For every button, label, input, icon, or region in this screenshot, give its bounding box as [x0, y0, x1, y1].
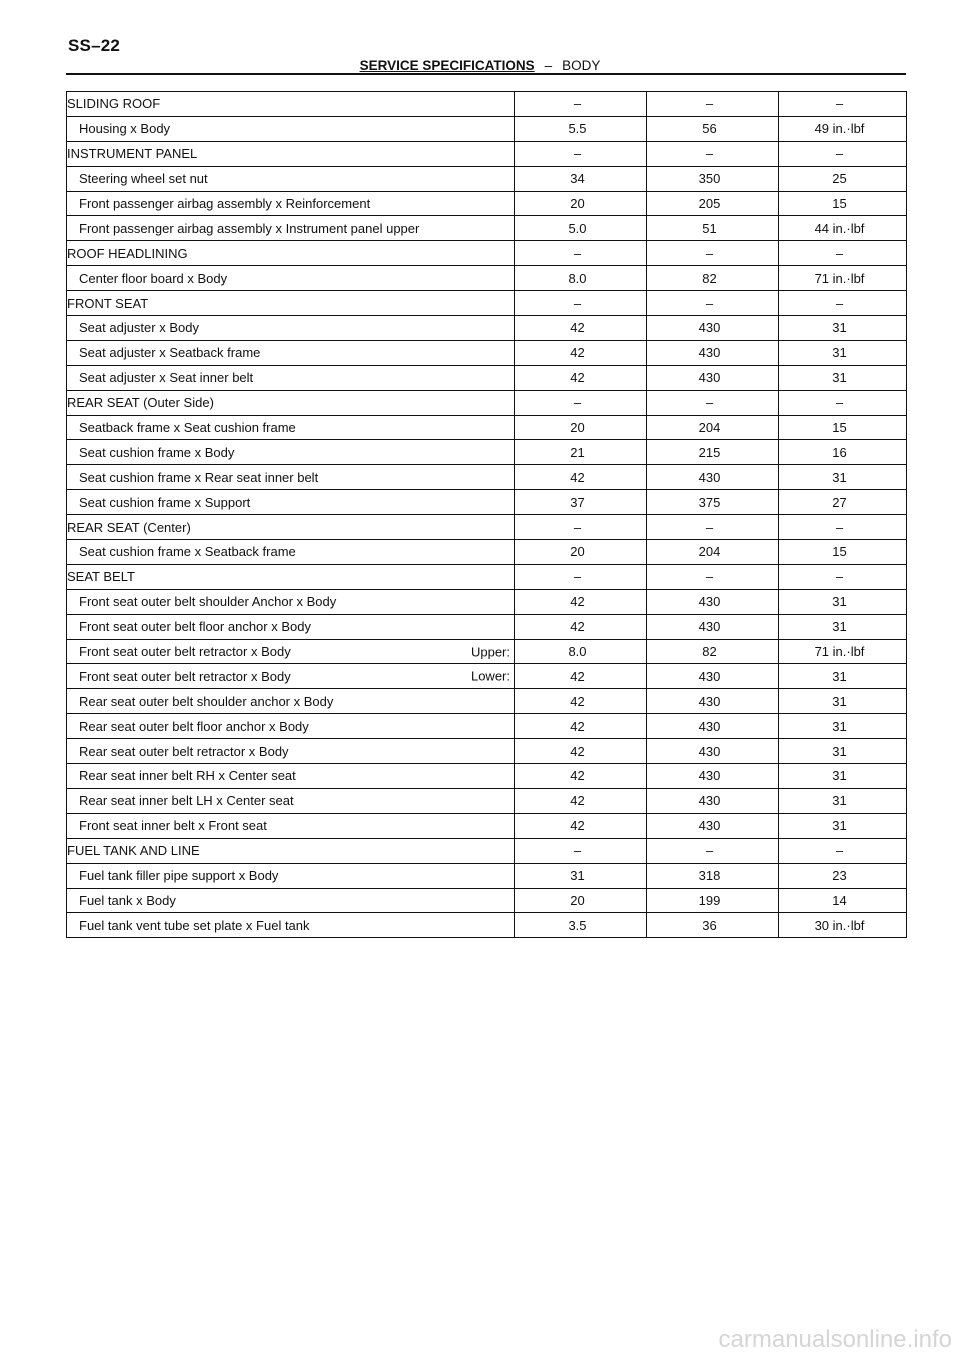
part-name: Seat adjuster x Seat inner belt [79, 370, 254, 386]
table-row [67, 540, 907, 565]
torque-kgf-cm-cell: – [515, 141, 647, 166]
table-row [67, 440, 907, 465]
torque-kgf-cm-cell: – [515, 564, 647, 589]
table-row [67, 764, 907, 789]
part-name-cell [67, 316, 515, 341]
torque-value-cell: 430 [647, 664, 779, 689]
torque-kgf-cm-cell: 8.0 [515, 266, 647, 291]
torque-kgf-cm-cell: 42 [515, 589, 647, 614]
torque-value-cell: 215 [647, 440, 779, 465]
page-header-title [0, 58, 960, 73]
table-row [67, 888, 907, 913]
part-name-cell [67, 440, 515, 465]
section-heading: REAR SEAT (Outer Side) [67, 395, 214, 411]
part-name: Fuel tank vent tube set plate x Fuel tank [79, 917, 310, 933]
part-name-cell [67, 191, 515, 216]
torque-ft-lbf-cell: 31 [779, 664, 907, 689]
part-name-cell [67, 141, 515, 166]
torque-ft-lbf-cell: 71 in.·lbf [779, 639, 907, 664]
torque-ft-lbf-cell: 31 [779, 589, 907, 614]
torque-ft-lbf-cell: 15 [779, 191, 907, 216]
part-name-cell [67, 266, 515, 291]
part-name: Seat cushion frame x Rear seat inner belt [79, 469, 319, 485]
torque-kgf-cm-cell: – [515, 241, 647, 266]
torque-ft-lbf-cell: 16 [779, 440, 907, 465]
table-row [67, 116, 907, 141]
torque-value-cell: 350 [647, 166, 779, 191]
part-name: Seat adjuster x Body [79, 320, 199, 336]
part-name: Seat cushion frame x Seatback frame [79, 544, 296, 560]
table-row [67, 490, 907, 515]
page-number: SS–22 [68, 36, 121, 55]
torque-value-cell: 430 [647, 689, 779, 714]
torque-kgf-cm-cell: 20 [515, 415, 647, 440]
part-name-cell [67, 739, 515, 764]
torque-kgf-cm-cell: 42 [515, 739, 647, 764]
part-name: Rear seat outer belt retractor x Body [79, 743, 289, 759]
torque-ft-lbf-cell: 31 [779, 813, 907, 838]
section-subtitle: BODY [562, 58, 601, 73]
part-name: Front seat outer belt floor anchor x Body [79, 619, 311, 635]
torque-value-cell: 430 [647, 465, 779, 490]
torque-value-cell: 56 [647, 116, 779, 141]
torque-value-cell: – [647, 838, 779, 863]
table-row [67, 216, 907, 241]
torque-ft-lbf-cell: 49 in.·lbf [779, 116, 907, 141]
position-qualifier: Lower: [470, 668, 510, 684]
torque-value-cell: 430 [647, 739, 779, 764]
table-row [67, 415, 907, 440]
watermark: carmanualsonline.info [718, 1326, 952, 1353]
part-name-cell [67, 764, 515, 789]
section-row [67, 390, 907, 415]
part-name-cell [67, 166, 515, 191]
part-name-cell [67, 863, 515, 888]
section-heading: SLIDING ROOF [67, 96, 161, 112]
part-name: Fuel tank x Body [79, 892, 176, 908]
torque-kgf-cm-cell: 42 [515, 689, 647, 714]
torque-value-cell: 318 [647, 863, 779, 888]
part-name: Front passenger airbag assembly x Instrument panel upper [79, 220, 420, 236]
part-name-cell [67, 589, 515, 614]
table-row [67, 614, 907, 639]
table-row [67, 664, 907, 689]
table-row [67, 266, 907, 291]
torque-value-cell: – [647, 515, 779, 540]
part-name-cell [67, 340, 515, 365]
part-name-cell [67, 639, 515, 664]
torque-kgf-cm-cell: – [515, 92, 647, 117]
title-separator: – [544, 58, 553, 73]
torque-value-cell: 430 [647, 788, 779, 813]
torque-value-cell: 430 [647, 589, 779, 614]
torque-kgf-cm-cell: – [515, 390, 647, 415]
table-row [67, 639, 907, 664]
torque-kgf-cm-cell: – [515, 291, 647, 316]
part-name-cell [67, 291, 515, 316]
part-name: Front passenger airbag assembly x Reinforcement [79, 196, 371, 211]
section-row [67, 141, 907, 166]
part-name-cell [67, 888, 515, 913]
torque-kgf-cm-cell: 20 [515, 540, 647, 565]
part-name: Rear seat outer belt shoulder anchor x Body [79, 693, 334, 709]
torque-ft-lbf-cell: 27 [779, 490, 907, 515]
torque-value-cell: 430 [647, 614, 779, 639]
torque-ft-lbf-cell: 31 [779, 689, 907, 714]
torque-ft-lbf-cell: 31 [779, 365, 907, 390]
torque-value-cell: 430 [647, 365, 779, 390]
torque-kgf-cm-cell: 20 [515, 191, 647, 216]
torque-ft-lbf-cell: – [779, 515, 907, 540]
torque-kgf-cm-cell: 42 [515, 614, 647, 639]
position-qualifier: Upper: [470, 644, 510, 660]
section-heading: SEAT BELT [67, 569, 135, 585]
torque-ft-lbf-cell: – [779, 92, 907, 117]
torque-value-cell: – [647, 291, 779, 316]
part-name-cell [67, 913, 515, 938]
torque-value-cell: – [647, 141, 779, 166]
torque-value-cell: 430 [647, 714, 779, 739]
part-name: Center floor board x Body [79, 270, 228, 286]
table-row [67, 465, 907, 490]
part-name-cell [67, 490, 515, 515]
part-name-cell [67, 813, 515, 838]
part-name-cell [67, 241, 515, 266]
table-row [67, 340, 907, 365]
section-heading: FRONT SEAT [67, 295, 149, 311]
torque-ft-lbf-cell: 31 [779, 316, 907, 341]
torque-ft-lbf-cell: 15 [779, 415, 907, 440]
torque-value-cell: 375 [647, 490, 779, 515]
section-row [67, 92, 907, 117]
part-name-cell [67, 838, 515, 863]
torque-ft-lbf-cell: 23 [779, 863, 907, 888]
table-row [67, 166, 907, 191]
torque-ft-lbf-cell: – [779, 141, 907, 166]
section-row [67, 515, 907, 540]
torque-kgf-cm-cell: 42 [515, 788, 647, 813]
torque-value-cell: 430 [647, 340, 779, 365]
part-name-cell [67, 714, 515, 739]
torque-value-cell: 430 [647, 813, 779, 838]
torque-value-cell: – [647, 390, 779, 415]
part-name-cell [67, 365, 515, 390]
part-name: Rear seat inner belt RH x Center seat [79, 768, 296, 784]
section-row [67, 241, 907, 266]
torque-kgf-cm-cell: 20 [515, 888, 647, 913]
torque-kgf-cm-cell: – [515, 838, 647, 863]
part-name-cell [67, 614, 515, 639]
torque-ft-lbf-cell: 71 in.·lbf [779, 266, 907, 291]
table-row [67, 191, 907, 216]
section-heading: REAR SEAT (Center) [67, 519, 191, 535]
header-rule [66, 73, 906, 75]
torque-kgf-cm-cell: 21 [515, 440, 647, 465]
table-row [67, 316, 907, 341]
torque-ft-lbf-cell: 31 [779, 465, 907, 490]
torque-kgf-cm-cell: 42 [515, 764, 647, 789]
torque-kgf-cm-cell: 42 [515, 714, 647, 739]
specifications-table-body [67, 92, 907, 938]
part-name-cell [67, 116, 515, 141]
table-row [67, 863, 907, 888]
torque-kgf-cm-cell: 31 [515, 863, 647, 888]
part-name-cell [67, 664, 515, 689]
table-row [67, 365, 907, 390]
torque-value-cell: – [647, 564, 779, 589]
section-title: SERVICE SPECIFICATIONS [359, 58, 535, 73]
table-row [67, 813, 907, 838]
part-name-cell [67, 465, 515, 490]
torque-ft-lbf-cell: 31 [779, 788, 907, 813]
torque-ft-lbf-cell: 44 in.·lbf [779, 216, 907, 241]
torque-kgf-cm-cell: 42 [515, 340, 647, 365]
part-name-cell [67, 515, 515, 540]
section-heading: ROOF HEADLINING [67, 245, 188, 261]
torque-kgf-cm-cell: – [515, 515, 647, 540]
table-row [67, 788, 907, 813]
torque-value-cell: – [647, 92, 779, 117]
torque-kgf-cm-cell: 42 [515, 813, 647, 838]
torque-ft-lbf-cell: 31 [779, 340, 907, 365]
part-name-cell [67, 92, 515, 117]
torque-value-cell: – [647, 241, 779, 266]
torque-value-cell: 82 [647, 639, 779, 664]
torque-kgf-cm-cell: 42 [515, 664, 647, 689]
table-row [67, 689, 907, 714]
part-name: Housing x Body [79, 121, 171, 137]
torque-value-cell: 204 [647, 540, 779, 565]
torque-ft-lbf-cell: – [779, 241, 907, 266]
torque-ft-lbf-cell: – [779, 291, 907, 316]
torque-ft-lbf-cell: 31 [779, 764, 907, 789]
torque-kgf-cm-cell: 37 [515, 490, 647, 515]
torque-ft-lbf-cell: 25 [779, 166, 907, 191]
torque-kgf-cm-cell: 42 [515, 365, 647, 390]
part-name: Front seat outer belt retractor x Body [79, 668, 291, 684]
part-name-cell [67, 689, 515, 714]
part-name-cell [67, 216, 515, 241]
part-name: Steering wheel set nut [79, 171, 208, 187]
torque-kgf-cm-cell: 42 [515, 465, 647, 490]
torque-value-cell: 36 [647, 913, 779, 938]
part-name: Seat adjuster x Seatback frame [79, 345, 261, 361]
part-name: Front seat outer belt shoulder Anchor x Body [79, 594, 337, 610]
part-name: Front seat outer belt retractor x Body [79, 644, 291, 660]
torque-kgf-cm-cell: 8.0 [515, 639, 647, 664]
torque-kgf-cm-cell: 5.5 [515, 116, 647, 141]
torque-value-cell: 430 [647, 316, 779, 341]
section-heading: INSTRUMENT PANEL [67, 146, 198, 162]
table-row [67, 739, 907, 764]
table-row [67, 589, 907, 614]
section-row [67, 291, 907, 316]
torque-value-cell: 82 [647, 266, 779, 291]
torque-value-cell: 430 [647, 764, 779, 789]
part-name: Seatback frame x Seat cushion frame [79, 420, 296, 436]
torque-ft-lbf-cell: 14 [779, 888, 907, 913]
part-name: Seat cushion frame x Body [79, 444, 235, 460]
torque-ft-lbf-cell: 30 in.·lbf [779, 913, 907, 938]
torque-ft-lbf-cell: 15 [779, 540, 907, 565]
torque-kgf-cm-cell: 5.0 [515, 216, 647, 241]
part-name-cell [67, 788, 515, 813]
part-name: Seat cushion frame x Support [79, 494, 251, 510]
part-name: Front seat inner belt x Front seat [79, 818, 267, 834]
torque-ft-lbf-cell: 31 [779, 714, 907, 739]
torque-value-cell: 204 [647, 415, 779, 440]
section-row [67, 838, 907, 863]
part-name: Rear seat inner belt LH x Center seat [79, 793, 294, 809]
section-row [67, 564, 907, 589]
torque-value-cell: 199 [647, 888, 779, 913]
torque-value-cell: 51 [647, 216, 779, 241]
torque-ft-lbf-cell: 31 [779, 739, 907, 764]
specifications-table [66, 91, 907, 938]
torque-kgf-cm-cell: 42 [515, 316, 647, 341]
torque-kgf-cm-cell: 3.5 [515, 913, 647, 938]
torque-ft-lbf-cell: – [779, 838, 907, 863]
part-name-cell [67, 415, 515, 440]
torque-ft-lbf-cell: – [779, 390, 907, 415]
table-row [67, 714, 907, 739]
torque-value-cell: 205 [647, 191, 779, 216]
table-row [67, 913, 907, 938]
part-name-cell [67, 390, 515, 415]
part-name: Fuel tank filler pipe support x Body [79, 868, 279, 884]
section-heading: FUEL TANK AND LINE [67, 843, 200, 859]
torque-kgf-cm-cell: 34 [515, 166, 647, 191]
torque-ft-lbf-cell: 31 [779, 614, 907, 639]
part-name-cell [67, 564, 515, 589]
part-name-cell [67, 540, 515, 565]
torque-ft-lbf-cell: – [779, 564, 907, 589]
part-name: Rear seat outer belt floor anchor x Body [79, 718, 309, 734]
